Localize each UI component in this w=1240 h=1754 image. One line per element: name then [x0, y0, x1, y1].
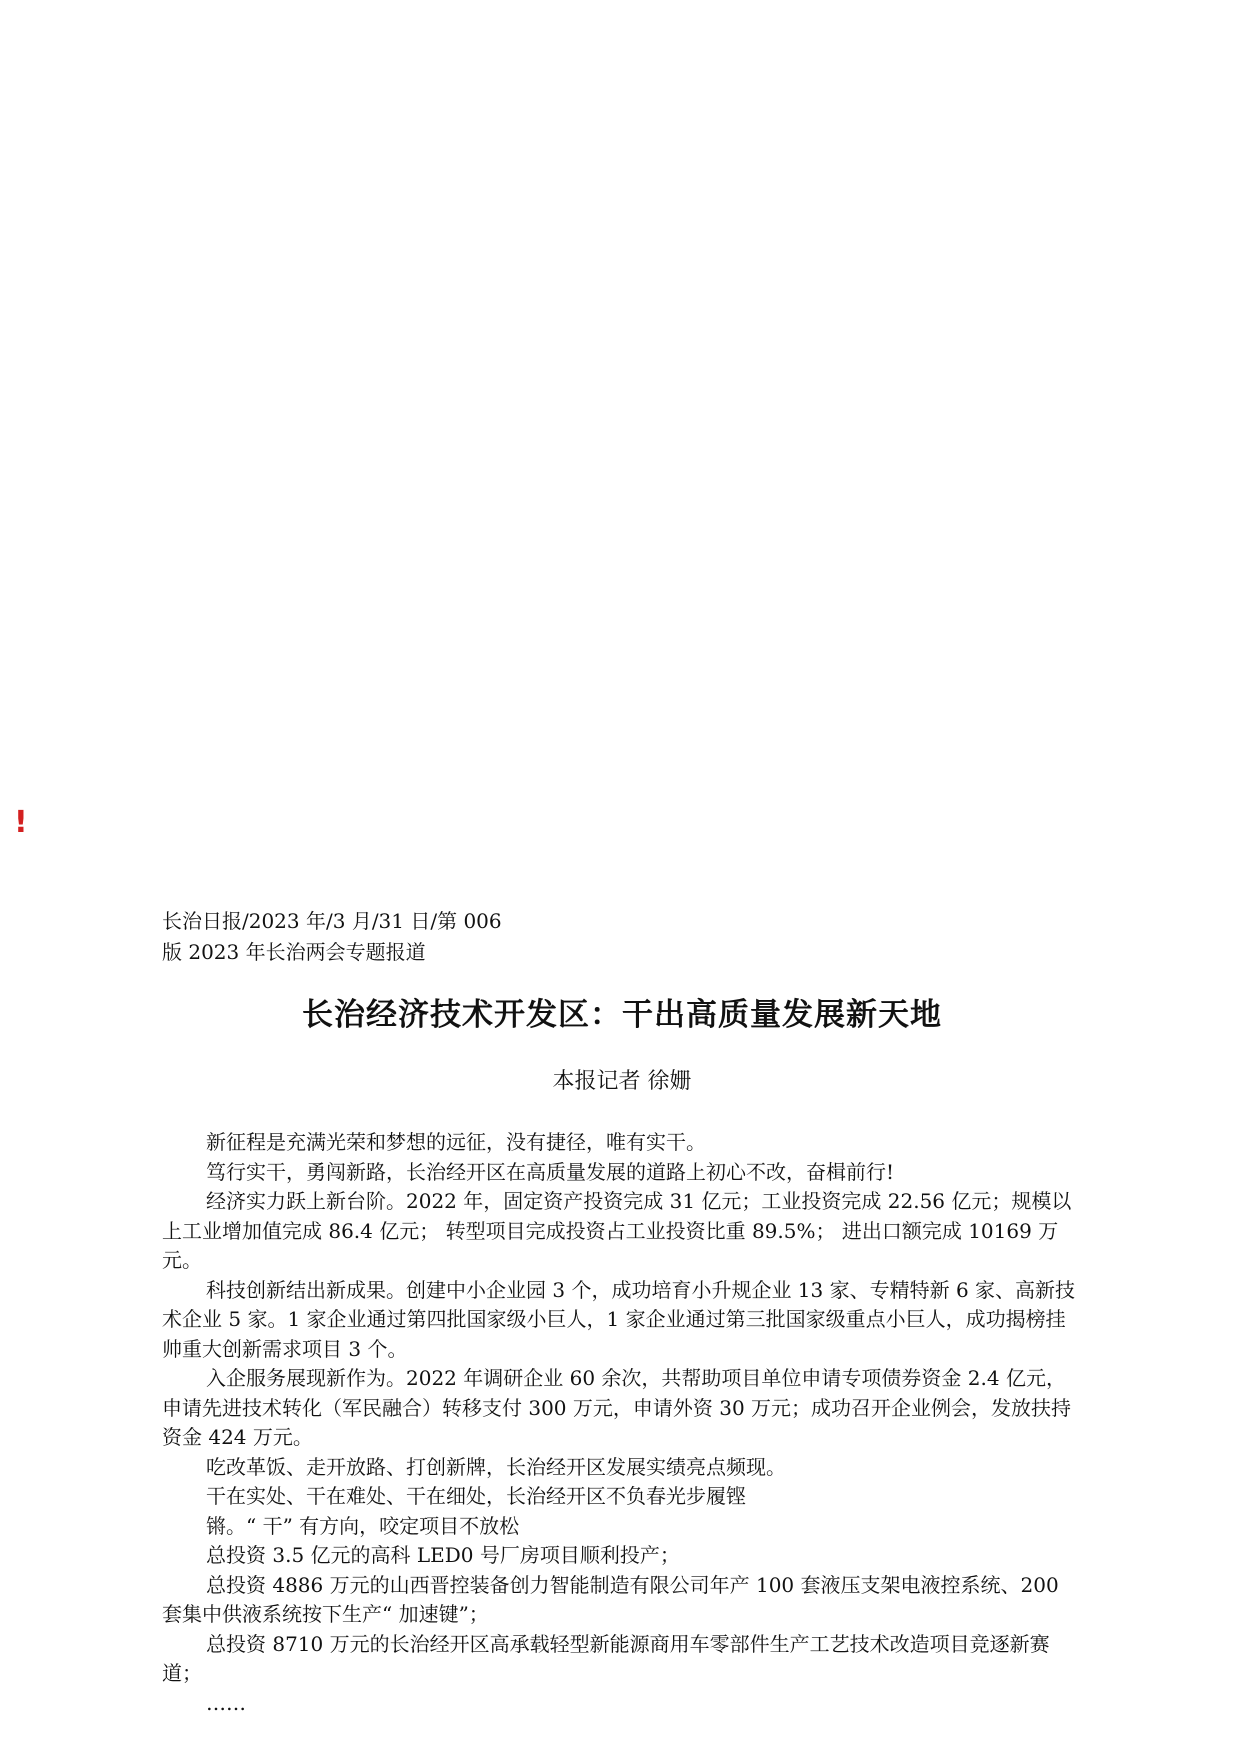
- exclamation-mark: !: [14, 805, 28, 840]
- paragraph: 经济实力跃上新台阶。2022 年，固定资产投资完成 31 亿元；工业投资完成 22.56 亿元；规模以上工业增加值完成 86.4 亿元； 转型项目完成投资占工业投资比重 89.5%； 进出口额完成 10169 万元。: [162, 1189, 1072, 1272]
- source-line-1: 长治日报/2023 年/3 月/31 日/第 006: [162, 909, 502, 933]
- paragraph: 新征程是充满光荣和梦想的远征，没有捷径，唯有实干。: [206, 1130, 706, 1154]
- paragraph: 总投资 4886 万元的山西晋控装备创力智能制造有限公司年产 100 套液压支架电液控系统、200 套集中供液系统按下生产“ 加速键”；: [162, 1572, 1059, 1626]
- paragraph: 科技创新结出新成果。创建中小企业园 3 个，成功培育小升规企业 13 家、专精特新 6 家、高新技术企业 5 家。1 家企业通过第四批国家级小巨人，1 家企业通过第三批国家级重点小巨人，成功揭榜挂帅重大创新需求项目 3 个。: [162, 1277, 1076, 1361]
- paragraph: 吃改革饭、走开放路、打创新牌，长治经开区发展实绩亮点频现。: [206, 1454, 786, 1479]
- article-body: [162, 1128, 1082, 1718]
- paragraph: 干在实处、干在难处、干在细处，长治经开区不负春光步履铿: [206, 1484, 746, 1508]
- paragraph: 总投资 3.5 亿元的高科 LED0 号厂房项目顺利投产；: [206, 1543, 680, 1567]
- paragraph: 入企服务展现新作为。2022 年调研企业 60 余次，共帮助项目单位申请专项债券资金 2.4 亿元，申请先进技术转化（军民融合）转移支付 300 万元，申请外资 30 万元；成功召开企业例会，发放扶持资金 424 万元。: [162, 1366, 1072, 1449]
- paragraph: ……: [206, 1690, 246, 1715]
- publication-source: [162, 906, 1082, 968]
- paragraph: 总投资 8710 万元的长治经开区高承载轻型新能源商用车零部件生产工艺技术改造项目竞逐新赛道；: [162, 1631, 1050, 1685]
- paragraph: 笃行实干，勇闯新路，长治经开区在高质量发展的道路上初心不改，奋楫前行!: [206, 1159, 895, 1184]
- paragraph: 锵。“ 干” 有方向，咬定项目不放松: [206, 1513, 520, 1538]
- article-byline: 本报记者 徐姗: [552, 1069, 692, 1094]
- article-title: 长治经济技术开发区：干出高质量发展新天地: [302, 997, 942, 1033]
- source-line-2: 版 2023 年长治两会专题报道: [162, 940, 426, 964]
